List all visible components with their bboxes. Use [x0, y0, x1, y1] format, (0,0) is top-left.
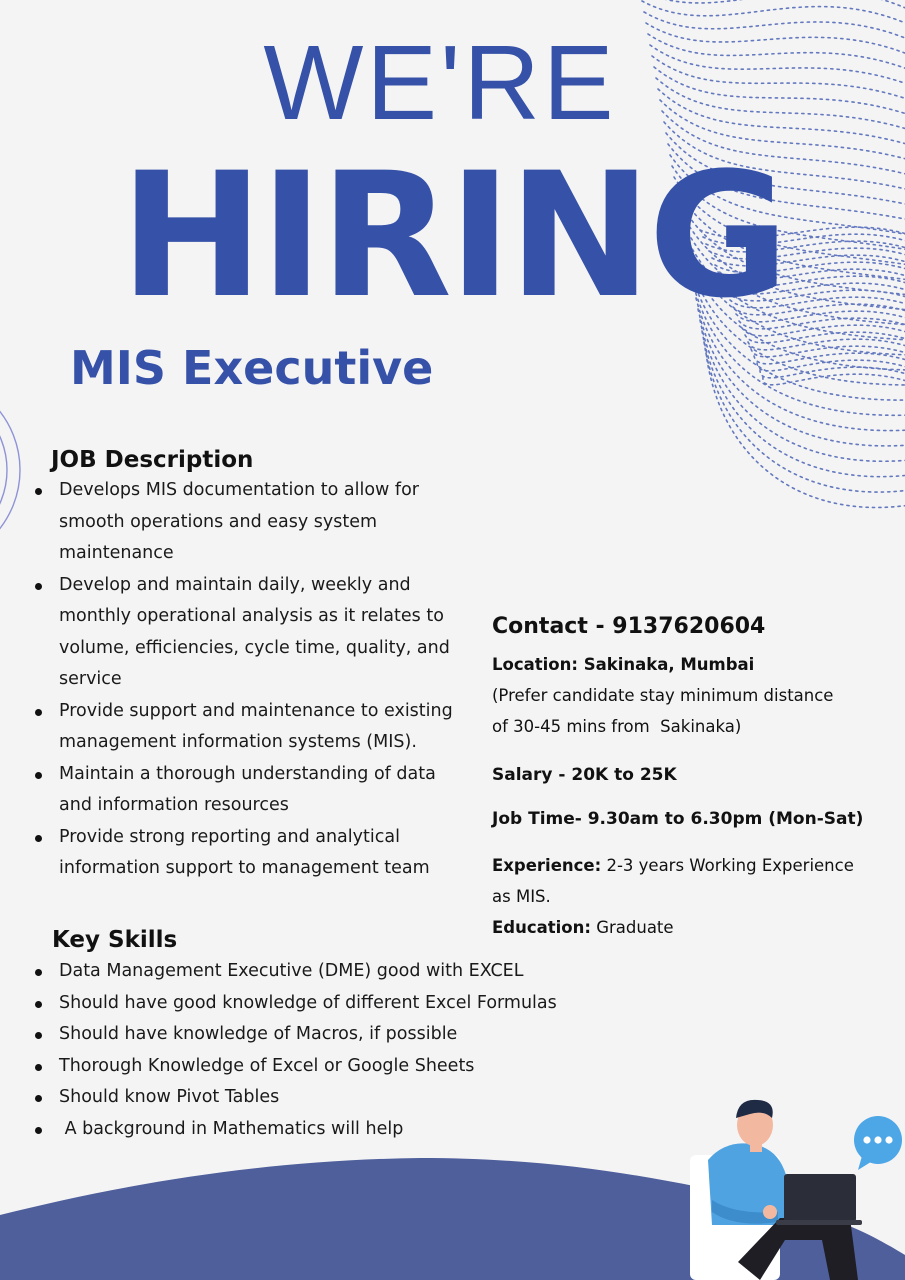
list-item: Should know Pivot Tables [35, 1082, 595, 1114]
key-skills-list [35, 956, 595, 1145]
job-description-list [35, 475, 455, 885]
list-item: Maintain a thorough understanding of data and information resources [35, 759, 455, 822]
list-item: Provide support and maintenance to existing management information systems (MIS). [35, 696, 455, 759]
experience-value: 2-3 years Working Experience as MIS. [492, 856, 854, 906]
chat-bubble-icon [854, 1116, 902, 1170]
location: Location: Sakinaka, Mumbai [492, 655, 755, 674]
key-skills-section [35, 925, 595, 1145]
headline-were: WE'RE [263, 24, 617, 142]
job-title: MIS Executive [70, 341, 434, 395]
list-item: Develops MIS documentation to allow for smooth operations and easy system maintenance [35, 475, 455, 570]
location-note-line-2: of 30-45 mins from Sakinaka) [492, 717, 742, 736]
job-time: Job Time- 9.30am to 6.30pm (Mon-Sat) [492, 809, 864, 829]
experience [492, 850, 872, 912]
list-item: Should have good knowledge of different Excel Formulas [35, 988, 595, 1020]
list-item: Develop and maintain daily, weekly and monthly operational analysis as it relates to volume, efficiencies, cycle time, quality, and service [35, 570, 455, 696]
key-skills-heading: Key Skills [52, 927, 178, 953]
education-label: Education: [492, 918, 591, 937]
job-description-heading: JOB Description [51, 447, 254, 473]
list-item: Should have knowledge of Macros, if possible [35, 1019, 595, 1051]
list-item: Thorough Knowledge of Excel or Google Sheets [35, 1051, 595, 1083]
list-item: Provide strong reporting and analytical information support to management team [35, 822, 455, 885]
salary: Salary - 20K to 25K [492, 765, 677, 785]
list-item: Data Management Executive (DME) good with EXCEL [35, 956, 595, 988]
headline-hiring: HIRING [119, 135, 786, 336]
job-details-panel [492, 610, 892, 943]
job-description-section [35, 445, 455, 885]
concentric-arcs [0, 375, 20, 565]
contact-number: Contact - 9137620604 [492, 614, 766, 639]
location-note-line-1: (Prefer candidate stay minimum distance [492, 686, 834, 705]
education [492, 912, 892, 943]
list-item: A background in Mathematics will help [35, 1114, 595, 1146]
experience-label: Experience: [492, 856, 602, 875]
education-value: Graduate [590, 918, 674, 937]
